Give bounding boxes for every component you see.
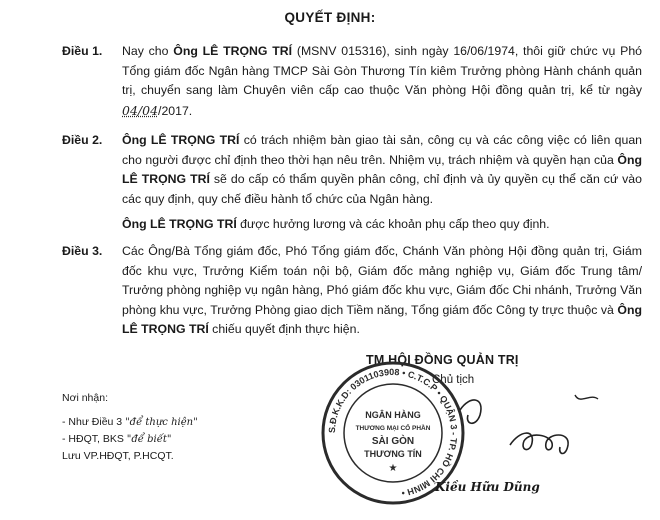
recipient-1-text: - Như Điều 3 bbox=[62, 416, 126, 428]
recipient-2-text: - HĐQT, BKS bbox=[62, 433, 127, 445]
recipient-1-note: "để thực hiện" bbox=[125, 417, 198, 428]
recipient-2-note: "để biết" bbox=[126, 434, 172, 445]
document-title: QUYẾT ĐỊNH: bbox=[284, 10, 376, 25]
article-2-label: Điều 2. bbox=[62, 133, 103, 147]
article-2-name: Ông LÊ TRỌNG TRÍ bbox=[122, 133, 240, 147]
article-2-body bbox=[122, 131, 642, 235]
recipient-1 bbox=[62, 414, 198, 431]
article-3-name: Ông LÊ TRỌNG TRÍ bbox=[122, 302, 642, 336]
article-1-name: Ông LÊ TRỌNG TRÍ bbox=[173, 44, 293, 58]
recipients-heading: Nơi nhận: bbox=[62, 392, 108, 404]
article-2-text-1: có trách nhiệm bàn giao tài sản, công cụ và các công việc có liên quan cho người được chỉ định theo thời hạn nêu trên. Nhiệm vụ, trách nhiệm và quyền hạn của bbox=[122, 133, 643, 167]
signature-role: Chủ tịch bbox=[432, 374, 475, 386]
handwritten-signature bbox=[440, 385, 620, 475]
article-1-text-3: /2017. bbox=[158, 103, 193, 118]
article-1-label: Điều 1. bbox=[62, 44, 103, 58]
seal-ring-text: S.Đ.K.K.D: 0301103908 • C.T.C.P • QUẬN 3 - TP. HỒ CHÍ MINH • bbox=[326, 366, 460, 499]
recipient-2 bbox=[62, 431, 198, 448]
signature-org: TM.HỘI ĐỒNG QUẢN TRỊ bbox=[366, 353, 519, 367]
article-3-body bbox=[122, 242, 642, 340]
article-2-name-3: Ông LÊ TRỌNG TRÍ bbox=[122, 217, 237, 231]
article-3-label: Điều 3. bbox=[62, 244, 103, 258]
seal-line-2: THƯƠNG MẠI CỔ PHẦN bbox=[355, 425, 431, 432]
article-1 bbox=[62, 42, 642, 127]
article-2-text-2: sẽ do cấp có thẩm quyền phân công, chỉ định và ủy quyền cụ thể căn cứ vào các quy định, quy chế điều hành tổ chức của Ngân hàng. bbox=[122, 172, 642, 206]
article-1-body bbox=[122, 42, 642, 121]
article-2-name-2: Ông LÊ TRỌNG TRÍ bbox=[122, 152, 642, 186]
article-3 bbox=[62, 242, 642, 346]
article-1-text-2: (MSNV 015316), sinh ngày 16/06/1974, thôi giữ chức vụ Phó Tổng giám đốc Ngân hàng TMCP Sài Gòn Thương Tín kiêm Trưởng phòng Hành chánh quản trị, chuyển sang làm Chuyên viên cấp cao thuộc Văn phòng Hội đồng quản trị, kể từ ngày bbox=[122, 44, 643, 97]
article-2 bbox=[62, 131, 642, 241]
handwritten-date: 04/04 bbox=[122, 102, 159, 118]
seal-line-4: THƯƠNG TÍN bbox=[364, 449, 422, 459]
seal-line-1: NGÂN HÀNG bbox=[365, 410, 421, 420]
recipient-3: Lưu VP.HĐQT, P.HCQT. bbox=[62, 450, 174, 462]
article-2-text-3: được hưởng lương và các khoản phụ cấp theo quy định. bbox=[236, 217, 550, 231]
signer-name: Kiều Hữu Dũng bbox=[435, 480, 540, 494]
recipients-block bbox=[62, 390, 198, 464]
article-1-text-1: Nay cho bbox=[122, 44, 174, 58]
seal-star-icon: ★ bbox=[388, 463, 398, 474]
article-3-text-2: chiếu quyết định thực hiện. bbox=[208, 322, 360, 336]
article-3-text-1: Các Ông/Bà Tổng giám đốc, Phó Tổng giám đốc, Chánh Văn phòng Hội đồng quản trị, Giám đốc khu vực, Trưởng Kiểm toán nội bộ, Giám đốc mảng nghiệp vụ, Giám đốc Trung tâm/ Trưởng phòng nghiệp vụ ngân hàng, Phó giám đốc khu vực, Giám đốc Chi nhánh, Trưởng Văn phòng khu vực, Trưởng Phòng giao dịch Tiềm năng, Tổng giám đốc Công ty trực thuộc và bbox=[122, 244, 642, 317]
seal-line-3: SÀI GÒN bbox=[371, 436, 415, 447]
